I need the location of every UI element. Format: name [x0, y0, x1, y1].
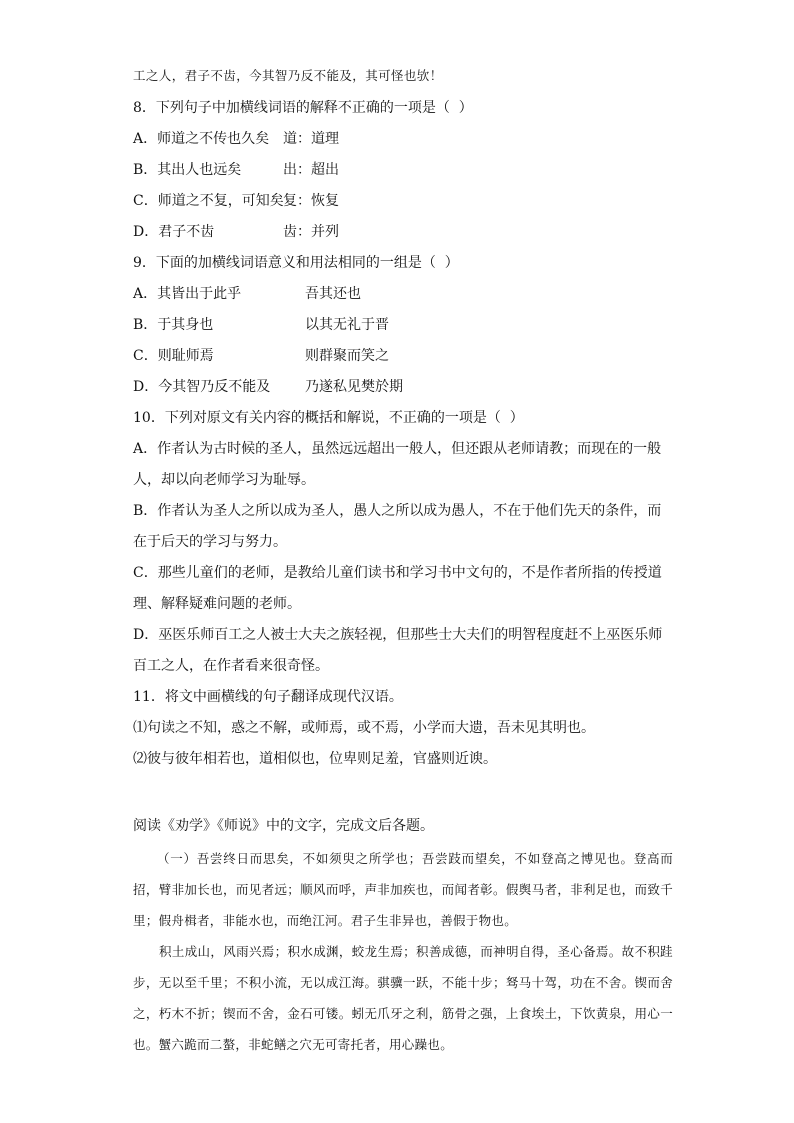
- option-compare: 吾其还也: [305, 286, 361, 302]
- option-compare: 乃遂私见樊於期: [305, 379, 403, 395]
- option-text: B．其出人也远矣: [133, 162, 242, 178]
- question-9-option-c: [133, 346, 389, 366]
- option-compare: 以其无礼于晋: [305, 317, 389, 333]
- question-10-line: 百工之人，在作者看来很奇怪。: [133, 658, 329, 674]
- question-8-stem: 8．下列句子中加横线词语的解释不正确的一项是（ ）: [133, 100, 473, 116]
- option-gloss: 道：道理: [283, 131, 339, 147]
- question-10-line: 人，却以向老师学习为耻辱。: [133, 472, 315, 488]
- passage-paragraph-2: 积土成山，风雨兴焉；积水成渊，蛟龙生焉；积善成德，而神明自得，圣心备焉。故不积跬步，无以至千里；不积小流，无以成江海。骐骥一跃，不能十步；驽马十驾，功在不舍。锲而舍之，朽木不折；锲而不舍，金石可镂。蚓无爪牙之利，筋骨之强，上食埃土，下饮黄泉，用心一也。蟹六跪而二螯，非蛇鳝之穴无可寄托者，用心躁也。: [133, 944, 673, 1052]
- option-compare: 则群聚而笑之: [305, 348, 389, 364]
- question-10-line: B．作者认为圣人之所以成为圣人，愚人之所以成为愚人，不在于他们先天的条件，而: [133, 503, 662, 519]
- option-text: A．其皆出于此乎: [133, 286, 242, 302]
- question-8-option-d: [133, 222, 339, 242]
- question-11-item-1: ⑴句读之不知，惑之不解，或师焉，或不焉，小学而大遗，吾未见其明也。: [133, 720, 595, 736]
- passage-paragraph-1: （一）吾尝终日而思矣，不如须臾之所学也；吾尝跂而望矣，不如登高之博见也。登高而招，臂非加长也，而见者远；顺风而呼，声非加疾也，而闻者彰。假舆马者，非利足也，而致千里；假舟楫者，非能水也，而绝江河。君子生非异也，善假于物也。: [133, 851, 673, 928]
- question-9-option-d: [133, 377, 403, 397]
- question-11-item-2: ⑵彼与彼年相若也，道相似也，位卑则足羞，官盛则近谀。: [133, 751, 497, 767]
- question-10-line: 理、解释疑难问题的老师。: [133, 596, 301, 612]
- question-11-stem: 11．将文中画横线的句子翻译成现代汉语。: [133, 689, 403, 705]
- question-10-stem: 10．下列对原文有关内容的概括和解说，不正确的一项是（ ）: [133, 410, 524, 426]
- previous-passage-tail: 工之人，君子不齿，今其智乃反不能及，其可怪也欤！: [133, 68, 443, 83]
- question-9-stem: 9．下面的加横线词语意义和用法相同的一组是（ ）: [133, 255, 459, 271]
- question-9-option-b: [133, 315, 389, 335]
- question-9-option-a: [133, 284, 361, 304]
- option-text: D．君子不齿: [133, 224, 215, 240]
- question-10-line: 在于后天的学习与努力。: [133, 534, 287, 550]
- option-text: C．则耻师焉: [133, 348, 214, 364]
- option-text: D．今其智乃反不能及: [133, 379, 271, 395]
- question-10-line: D．巫医乐师百工之人被士大夫之族轻视，但那些士大夫们的明智程度赶不上巫医乐师: [133, 627, 663, 643]
- reading-instructions: 阅读《劝学》《师说》中的文字，完成文后各题。: [133, 818, 434, 834]
- question-8-option-c: [133, 191, 339, 211]
- question-10-line: A．作者认为古时候的圣人，虽然远远超出一般人，但还跟从老师请教；而现在的一般: [133, 441, 662, 457]
- option-text: A．师道之不传也久矣: [133, 131, 270, 147]
- question-8-option-a: [133, 129, 339, 149]
- option-text: C．师道之不复，可知矣: [133, 193, 284, 209]
- option-gloss: 出：超出: [283, 162, 339, 178]
- question-10-line: C．那些儿童们的老师，是教给儿童们读书和学习书中文句的，不是作者所指的传授道: [133, 565, 662, 581]
- option-gloss: 复：恢复: [283, 193, 339, 209]
- quan-xue-passage: [133, 843, 673, 1060]
- option-text: B．于其身也: [133, 317, 214, 333]
- option-gloss: 齿：并列: [283, 224, 339, 240]
- question-8-option-b: [133, 160, 339, 180]
